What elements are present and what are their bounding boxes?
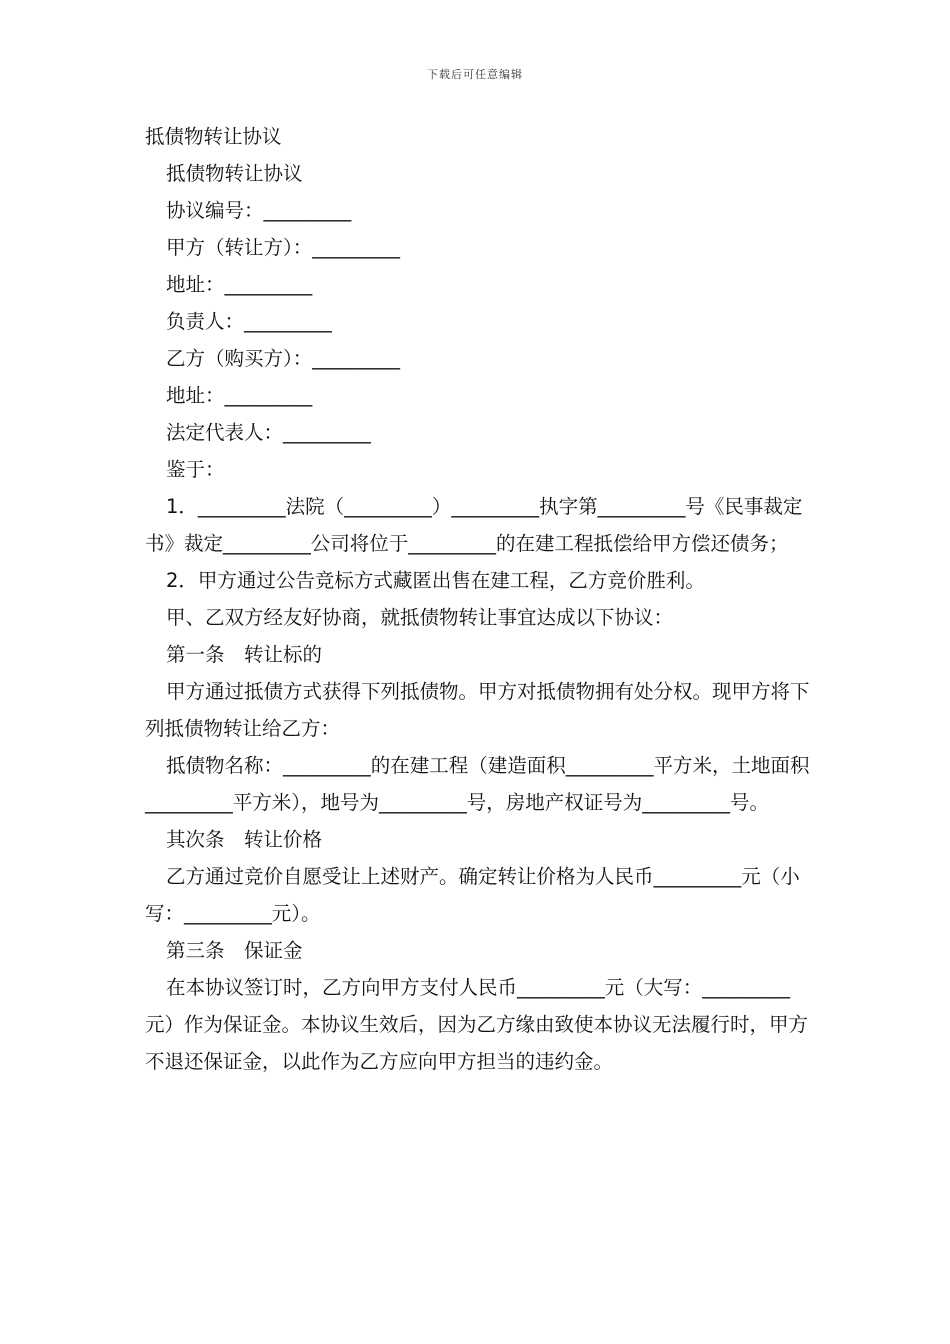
party-b: 乙方（购买方）：_________ — [166, 347, 401, 370]
agreement-heading: 抵债物转让协议 — [166, 162, 303, 185]
document-title: 抵债物转让协议 — [145, 125, 282, 148]
party-a-responsible-person: 负责人：_________ — [166, 310, 332, 333]
article-2-heading: 其次条 转让价格 — [166, 828, 323, 851]
whereas-heading: 鉴于： — [166, 458, 225, 481]
party-b-address: 地址：_________ — [166, 384, 313, 407]
party-a: 甲方（转让方）：_________ — [166, 236, 401, 259]
party-a-address: 地址：_________ — [166, 273, 313, 296]
agreement-number: 协议编号：_________ — [166, 199, 352, 222]
article-3-text: 在本协议签订时，乙方向甲方支付人民币_________元（大写：_________元）作为保证金。本协议生效后，因为乙方缘由致使本协议无法履行时，甲方不退还保证金，以此作为乙方应向甲方担当的违约金。 — [145, 976, 809, 1073]
article-1-text: 甲方通过抵债方式获得下列抵债物。甲方对抵债物拥有处分权。现甲方将下列抵债物转让给乙方： — [145, 680, 810, 740]
document-body — [145, 118, 810, 1080]
agreement-intro: 甲、乙双方经友好协商，就抵债物转让事宜达成以下协议： — [166, 606, 674, 629]
article-3-heading: 第三条 保证金 — [166, 939, 303, 962]
whereas-item-2: 2．甲方通过公告竞标方式藏匿出售在建工程，乙方竞价胜利。 — [166, 569, 705, 592]
article-1-property-details: 抵债物名称：_________的在建工程（建造面积_________平方米，土地面积_________平方米），地号为_________号，房地产权证号为_________号。 — [145, 754, 810, 814]
party-b-legal-representative: 法定代表人：_________ — [166, 421, 371, 444]
whereas-item-1: 1．_________法院（_________）_________执字第_________号《民事裁定书》裁定_________公司将位于_________的在建工程抵偿给甲方偿还债务； — [145, 495, 803, 555]
article-1-heading: 第一条 转让标的 — [166, 643, 323, 666]
page-header: 下载后可任意编辑 — [427, 68, 523, 81]
article-2-text: 乙方通过竞价自愿受让上述财产。确定转让价格为人民币_________元（小写：_________元）。 — [145, 865, 800, 925]
